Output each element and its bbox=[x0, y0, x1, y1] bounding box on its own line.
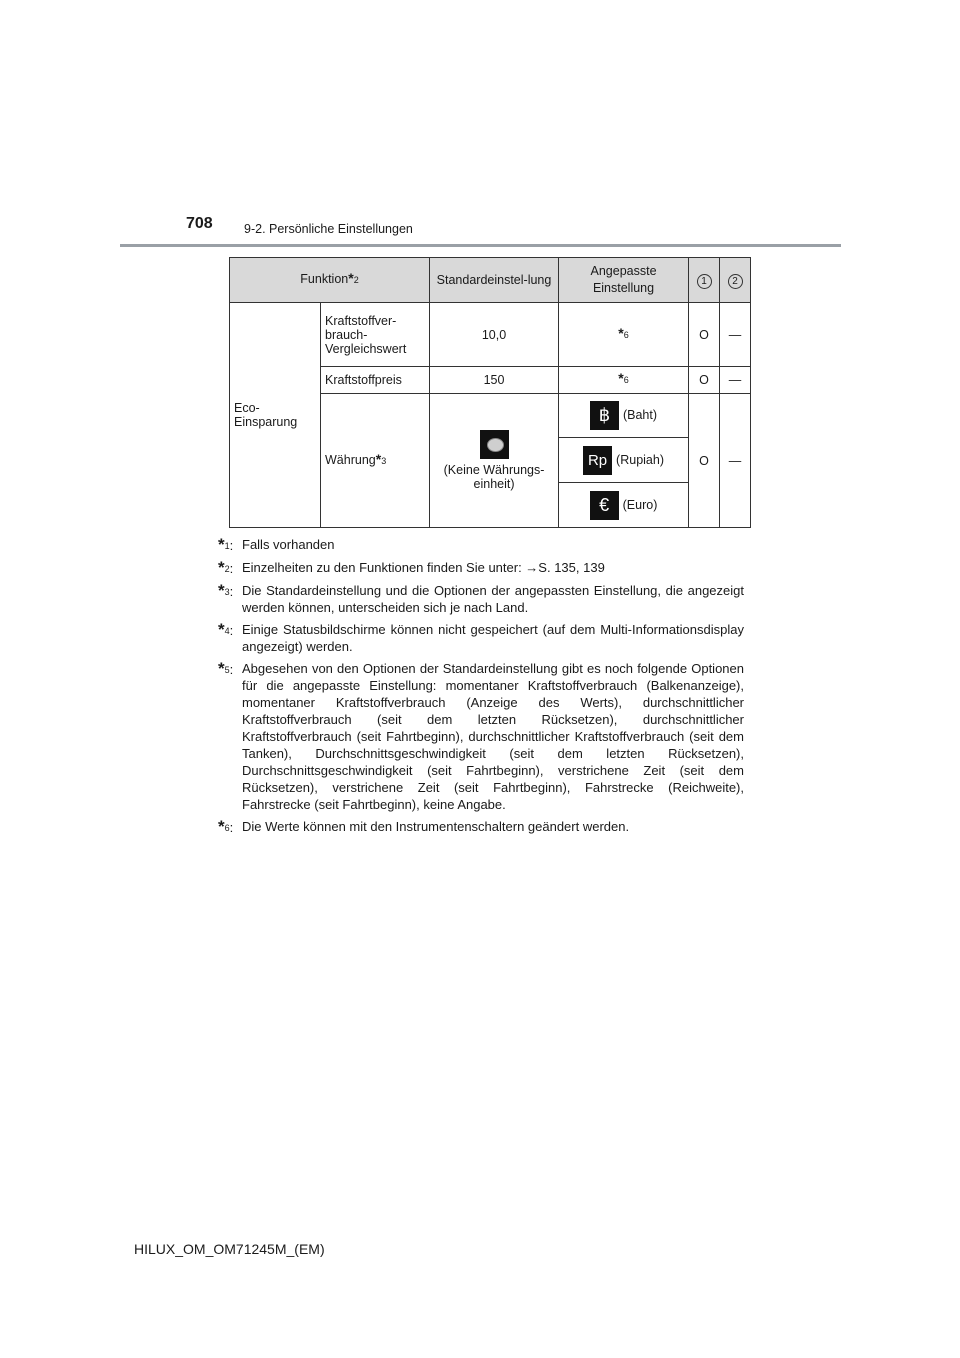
header-angepasst: Angepasste Einstellung bbox=[559, 258, 689, 303]
table-header-row bbox=[230, 258, 751, 303]
footnote: *$^4$: Einige Statusbildschirme können nicht gespeichert (auf dem Multi-Informationsdisplay angezeigt) werden. bbox=[218, 620, 744, 654]
row-standard: 150 bbox=[430, 367, 559, 394]
footer-doc-id: HILUX_OM_OM71245M_(EM) bbox=[134, 1241, 325, 1257]
row-standard: 10,0 bbox=[430, 303, 559, 367]
coin-icon bbox=[480, 430, 509, 459]
rupiah-icon: Rp bbox=[583, 446, 612, 475]
page-number: 708 bbox=[186, 215, 213, 232]
row-col1: O bbox=[689, 394, 720, 528]
footnotes bbox=[218, 536, 744, 841]
header-col2 bbox=[720, 258, 751, 303]
group-label: Eco-Einsparung bbox=[230, 303, 321, 528]
footnote: *$^2$: Einzelheiten zu den Funktionen finden Sie unter: →S. 135, 139 bbox=[218, 558, 605, 577]
baht-icon: ฿ bbox=[590, 401, 619, 430]
circled-two-icon: 2 bbox=[728, 274, 743, 289]
circled-one-icon: 1 bbox=[697, 274, 712, 289]
table-row bbox=[230, 303, 751, 367]
header-funktion-label: Funktion bbox=[300, 271, 349, 286]
row-col1: O bbox=[689, 367, 720, 394]
header-divider bbox=[120, 244, 841, 247]
row-name: Währung$^{*3}$ bbox=[321, 394, 430, 528]
row-col1: O bbox=[689, 303, 720, 367]
row-col2: — bbox=[720, 394, 751, 528]
euro-icon: € bbox=[590, 491, 619, 520]
currency-option: € (Euro) bbox=[559, 483, 689, 528]
row-custom: *6 bbox=[559, 303, 689, 367]
row-name: Kraftstoffver-brauch-Vergleichswert bbox=[321, 303, 430, 367]
row-standard: (Keine Währungs-einheit) bbox=[430, 394, 559, 528]
footnote: *$^6$: Die Werte können mit den Instrumentenschaltern geändert werden. bbox=[218, 817, 630, 836]
footnote: *$^5$: Abgesehen von den Optionen der Standardeinstellung gibt es noch folgende Optionen für die angepasste Einstellung: momentaner Kraftstoffverbrauch (Balkenanzeige), momentaner Kraftstoffverbrauch (Anzeige des Werts), durchschnittlicher Kraftstoffverbrauch (seit dem letzten Rücksetzen), durchschnittlicher Kraftstoffverbrauch (seit Fahrtbeginn), durchschnittlicher Kraftstoffverbrauch (seit dem Tanken), Durchschnittsgeschwindigkeit (seit dem letzten Rücksetzen), Durchschnittsgeschwindigkeit (seit Fahrtbeginn), verstrichene Zeit (seit dem Rücksetzen), verstrichene Zeit (seit Fahrtbeginn), Fahrstrecke (Reichweite), Fahrstrecke (seit Fahrtbeginn), keine Angabe. bbox=[218, 659, 744, 812]
footnote: *$^3$: Die Standardeinstellung und die Optionen der angepassten Einstellung, die angezeigt werden können, unterscheiden sich je nach Land. bbox=[218, 581, 744, 615]
footnote: *$^1$: Falls vorhanden bbox=[218, 535, 335, 554]
row-col2: — bbox=[720, 367, 751, 394]
section-title: 9-2. Persönliche Einstellungen bbox=[244, 222, 413, 236]
row-custom: *6 bbox=[559, 367, 689, 394]
currency-option: ฿ (Baht) bbox=[559, 394, 689, 438]
header-standard: Standardeinstel-lung bbox=[430, 258, 559, 303]
row-name: Kraftstoffpreis bbox=[321, 367, 430, 394]
footnote-ref: *2 bbox=[348, 269, 359, 286]
header-funktion bbox=[230, 258, 430, 303]
settings-table bbox=[229, 257, 751, 528]
currency-option: Rp (Rupiah) bbox=[559, 438, 689, 483]
row-col2: — bbox=[720, 303, 751, 367]
header-col1 bbox=[689, 258, 720, 303]
